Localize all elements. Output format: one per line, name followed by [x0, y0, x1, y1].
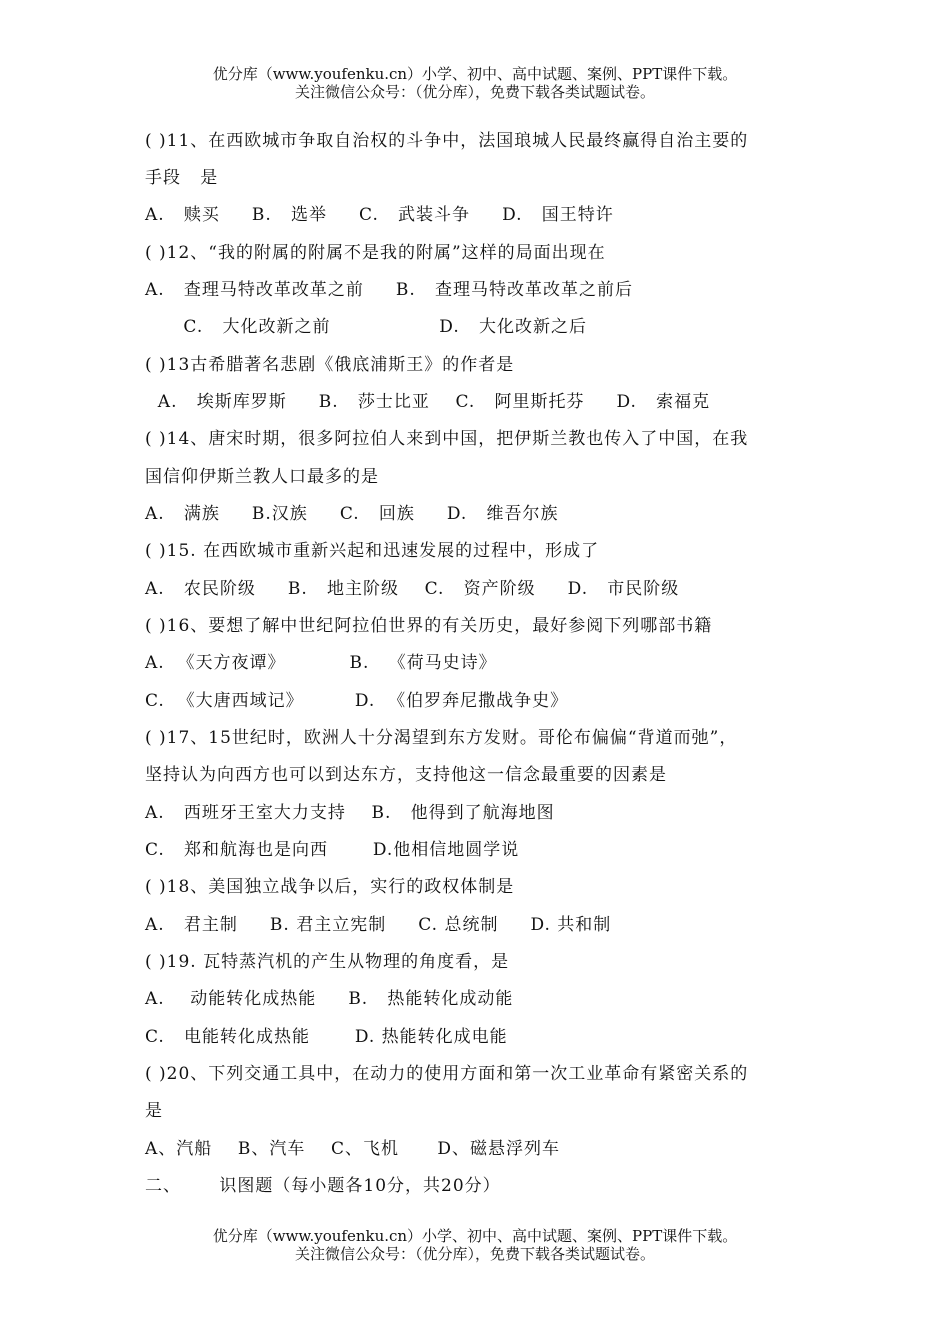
q11-options: A. 赎买 B. 选举 C. 武装斗争 D. 国王特许 — [145, 205, 614, 225]
q17-stem: ( )17、15世纪时，欧洲人十分渴望到东方发财。哥伦布偏偏“背道而弛”， — [145, 728, 738, 748]
q15-stem: ( )15. 在西欧城市重新兴起和迅速发展的过程中，形成了 — [145, 541, 600, 561]
q16-options-ab: A. 《天方夜谭》 B. 《荷马史诗》 — [145, 653, 497, 673]
q15-options: A. 农民阶级 B. 地主阶级 C. 资产阶级 D. 市民阶级 — [145, 579, 680, 599]
q19-stem: ( )19. 瓦特蒸汽机的产生从物理的角度看，是 — [145, 952, 510, 972]
q17-options-cd: C. 郑和航海也是向西 D.他相信地圆学说 — [145, 840, 520, 860]
header-line-1: 优分库（www.youfenku.cn）小学、初中、高中试题、案例、PPT课件下载。 — [212, 65, 738, 83]
footer-line-2: 关注微信公众号：（优分库），免费下载各类试题试卷。 — [294, 1245, 655, 1263]
page-footer — [0, 1227, 950, 1263]
q11-stem: ( )11、在西欧城市争取自治权的斗争中，法国琅城人民最终赢得自治主要的 — [145, 131, 749, 151]
q19-options-cd: C. 电能转化成热能 D. 热能转化成电能 — [145, 1027, 508, 1047]
page-header — [0, 65, 950, 101]
q11-stem-cont: 手段 是 — [145, 168, 219, 188]
q20-stem-cont: 是 — [145, 1101, 163, 1121]
section-two-heading: 二、 识图题（每小题各10分，共20分） — [145, 1176, 501, 1196]
q14-options: A. 满族 B.汉族 C. 回族 D. 维吾尔族 — [145, 504, 559, 524]
q16-options-cd: C. 《大唐西域记》 D. 《伯罗奔尼撒战争史》 — [145, 691, 569, 711]
q19-options-ab: A. 动能转化成热能 B. 热能转化成动能 — [145, 989, 514, 1009]
q17-options-ab: A. 西班牙王室大力支持 B. 他得到了航海地图 — [145, 803, 555, 823]
q13-options: A. 埃斯库罗斯 B. 莎士比亚 C. 阿里斯托芬 D. 索福克 — [145, 392, 711, 412]
q18-stem: ( )18、美国独立战争以后，实行的政权体制是 — [145, 877, 515, 897]
footer-line-1: 优分库（www.youfenku.cn）小学、初中、高中试题、案例、PPT课件下载。 — [212, 1227, 738, 1245]
q12-options-ab: A. 查理马特改革改革之前 B. 查理马特改革改革之前后 — [145, 280, 634, 300]
q16-stem: ( )16、要想了解中世纪阿拉伯世界的有关历史，最好参阅下列哪部书籍 — [145, 616, 713, 636]
header-line-2: 关注微信公众号：（优分库），免费下载各类试题试卷。 — [294, 83, 655, 101]
q12-options-cd: C. 大化改新之前 D. 大化改新之后 — [145, 317, 587, 337]
q14-stem: ( )14、唐宋时期，很多阿拉伯人来到中国，把伊斯兰教也传入了中国，在我 — [145, 429, 749, 449]
q20-options: A、汽船 B、汽车 C、飞机 D、磁悬浮列车 — [145, 1139, 561, 1159]
q18-options: A. 君主制 B. 君主立宪制 C. 总统制 D. 共和制 — [145, 915, 612, 935]
q12-stem: ( )12、“我的附属的附属不是我的附属”这样的局面出现在 — [145, 243, 606, 263]
q20-stem: ( )20、下列交通工具中，在动力的使用方面和第一次工业革命有紧密关系的 — [145, 1064, 749, 1084]
q14-stem-cont: 国信仰伊斯兰教人口最多的是 — [145, 467, 379, 487]
q13-stem: ( )13古希腊著名悲剧《俄底浦斯王》的作者是 — [145, 355, 515, 375]
q17-stem-cont: 坚持认为向西方也可以到达东方，支持他这一信念最重要的因素是 — [145, 765, 667, 785]
